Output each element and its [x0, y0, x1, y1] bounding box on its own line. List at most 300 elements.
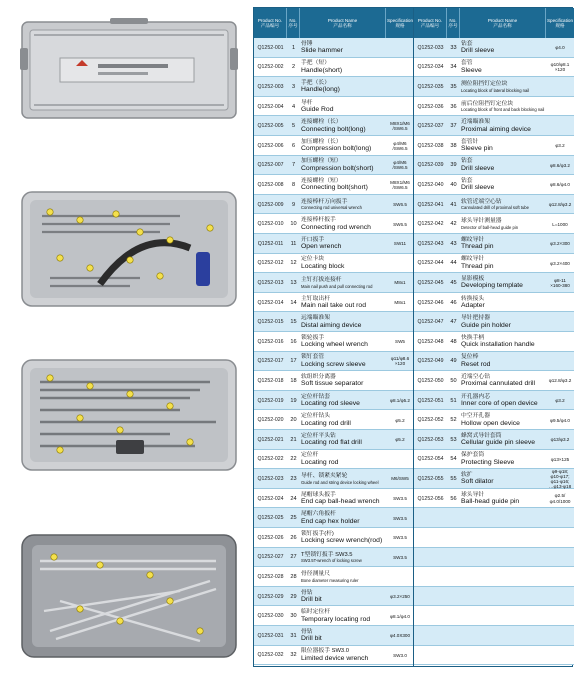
product-name: [461, 352, 547, 372]
product-name: [461, 273, 547, 293]
specification: φ3.2×300: [550, 241, 570, 247]
specification: [546, 312, 574, 332]
product-name-cn: 限位器扳手 SW3.0: [301, 648, 349, 655]
table-row: [254, 626, 414, 646]
product-name-cn: 尾帽六角扳杆: [301, 511, 336, 518]
header-specification: Specification 规格: [546, 17, 574, 28]
product-name: [301, 391, 387, 411]
product-name: [301, 646, 387, 666]
product-name-en: Ball-head guide pin: [461, 498, 520, 506]
specification: SW3.5: [393, 515, 407, 521]
product-name: [301, 548, 387, 568]
product-name: [301, 626, 387, 646]
product-name-cn: 钻套: [461, 40, 473, 47]
product-name-cn: 加压螺栓（短）: [301, 158, 342, 165]
product-name: [301, 469, 387, 489]
product-name-cn: 尾帽球头扳手: [301, 491, 336, 498]
product-name: [301, 489, 387, 509]
item-number: 33: [450, 44, 457, 51]
product-name-en: Locking screw wrench(rod): [301, 537, 383, 545]
item-number: 18: [290, 377, 297, 384]
table-row: [254, 234, 414, 254]
product-name-en: Proximal aiming device: [461, 125, 531, 133]
specification: [386, 371, 414, 391]
case-lid-photo: [20, 18, 238, 122]
product-name: [301, 156, 387, 176]
specification: SW3.5: [393, 554, 407, 560]
product-name: [461, 254, 547, 274]
table-row: [254, 77, 414, 97]
product-name-cn: 螺纹导针: [461, 256, 485, 263]
product-name-cn: 加压螺栓（长）: [301, 138, 342, 145]
product-name: [301, 58, 387, 78]
product-name: [301, 97, 387, 117]
product-name: [461, 58, 547, 78]
table-row: [414, 528, 574, 548]
product-code: Q1252-052: [417, 417, 444, 424]
product-code: Q1252-004: [257, 103, 284, 110]
product-name-en: Inner core of open device: [461, 400, 538, 408]
table-row: [254, 214, 414, 234]
product-name-en: Limited device wrench: [301, 654, 369, 662]
product-name-cn: 导杆、锁紧夹紧轮: [301, 473, 348, 480]
product-name-cn: 骨钻: [301, 589, 313, 596]
product-code: Q1252-006: [257, 142, 284, 149]
table-row: [254, 195, 414, 215]
table-row: [254, 254, 414, 274]
product-name-cn: 连接螺栓（短）: [301, 177, 342, 184]
specification: SW6.5: [393, 201, 407, 207]
table-row: [254, 528, 414, 548]
product-code: Q1252-017: [257, 358, 284, 365]
table-row: [414, 97, 574, 117]
specification: φ10/φ8.1 ×120: [550, 62, 570, 73]
product-code: Q1252-056: [417, 495, 444, 502]
item-number: 42: [450, 221, 457, 228]
item-number: 1: [291, 44, 296, 51]
table-row: [414, 606, 574, 626]
product-name: [301, 175, 387, 195]
item-number: 10: [290, 221, 297, 228]
table-row: [414, 352, 574, 372]
product-name-en: Reset rod: [461, 360, 491, 368]
product-name-en: Open wrench: [301, 243, 342, 251]
item-number: 43: [450, 240, 457, 247]
product-name-en: Drill bit: [301, 596, 322, 604]
product-code: Q1252-031: [257, 632, 284, 639]
product-name-en: Hollow open device: [461, 419, 520, 427]
product-name-cn: 导杆: [301, 99, 313, 106]
table-row: [414, 508, 574, 528]
product-name-cn: 定位杆平头钻: [301, 432, 336, 439]
product-name-cn: 保护套筒: [461, 452, 485, 459]
product-name-en: Quick installation handle: [461, 341, 535, 349]
item-number: 47: [450, 319, 457, 326]
product-name-cn: 锁钉扳手(杆): [301, 530, 334, 537]
table-row: [254, 469, 414, 489]
table-row: [254, 352, 414, 372]
table-row: [414, 234, 574, 254]
product-name-en: Cannulated drill of proximal soft tube: [461, 205, 529, 211]
product-name-en: Locating rod flat drill: [301, 439, 362, 447]
product-name-cn: 骨钻: [301, 628, 313, 635]
product-code: Q1252-055: [417, 475, 444, 482]
product-name-cn: 连接棒杆扳手: [301, 217, 336, 224]
product-name: [461, 195, 547, 215]
product-code: Q1252-035: [417, 83, 444, 90]
product-code: Q1252-029: [257, 593, 284, 600]
product-name-cn: 临时定位杆: [301, 609, 330, 616]
product-code: Q1252-042: [417, 221, 444, 228]
item-number: 50: [450, 377, 457, 384]
product-name-en: Developing template: [461, 282, 523, 290]
specification: [386, 38, 414, 58]
product-name-cn: 复位棒: [461, 354, 479, 361]
header-no: No. 序号: [287, 8, 300, 38]
product-name-cn: 骨锤: [301, 40, 313, 47]
item-number: 8: [291, 181, 296, 188]
product-name-en: End cap hex holder: [301, 517, 360, 525]
table-row: [254, 116, 414, 136]
product-name-cn: 连接螺栓（长）: [301, 119, 342, 126]
product-name-cn: 锁钉套管: [301, 354, 325, 361]
product-name-en: Connecting rod wrench: [301, 223, 371, 231]
product-name-en: Temporary locating rod: [301, 615, 371, 623]
specification: M8x1: [394, 280, 406, 286]
specification: L=1000: [552, 221, 568, 227]
specification: [546, 116, 574, 136]
product-name: [301, 371, 387, 391]
item-number: 39: [450, 162, 457, 169]
tray-photo-lower: [20, 531, 238, 661]
product-name: [301, 312, 387, 332]
table-row: [414, 58, 574, 78]
product-name-cn: 锁轮扳手: [301, 334, 325, 341]
product-code: Q1252-039: [417, 162, 444, 169]
product-name: [461, 97, 547, 117]
specification: φ4/M6 /SW6.5: [392, 140, 408, 151]
item-number: 7: [291, 162, 296, 169]
instrument-photos: [6, 6, 251, 668]
specification: M8X1/M6 /SW6.5: [390, 179, 410, 190]
product-name: [301, 293, 387, 313]
item-number: 12: [290, 260, 297, 267]
product-code: Q1252-022: [257, 456, 284, 463]
item-number: 14: [290, 299, 297, 306]
product-name-cn: 前后位阻挡钉定位块: [461, 100, 514, 107]
product-name: [461, 371, 547, 391]
table-row: [414, 156, 574, 176]
product-name-en: Soft tissue separator: [301, 380, 364, 388]
specification: φ3.2×250: [390, 593, 410, 599]
product-code: Q1252-043: [417, 240, 444, 247]
item-number: 36: [450, 103, 457, 110]
product-code: Q1252-020: [257, 417, 284, 424]
product-name-cn: 开口扳手: [301, 236, 325, 243]
product-name: [461, 116, 547, 136]
product-name: [461, 469, 547, 489]
product-name: [461, 332, 547, 352]
product-name: [301, 136, 387, 156]
table-row: [414, 646, 574, 666]
item-number: 37: [450, 123, 457, 130]
specification: φ2.5/ φ4.0/1000: [549, 493, 571, 504]
header-product-name: Product Name 产品名称: [300, 8, 386, 38]
product-code: Q1252-033: [417, 44, 444, 51]
product-name: [461, 430, 547, 450]
product-code: Q1252-010: [257, 221, 284, 228]
product-code: Q1252-007: [257, 162, 284, 169]
specification: [386, 97, 414, 117]
item-number: 21: [290, 436, 297, 443]
specification: [546, 97, 574, 117]
specification: φ11/φ8.6 ×120: [390, 356, 410, 367]
table-row: [414, 116, 574, 136]
table-row: [414, 371, 574, 391]
product-name-cn: 蜂窝式导针套筒: [461, 432, 502, 439]
tray-photo-middle: [20, 356, 238, 474]
product-code: Q1252-040: [417, 181, 444, 188]
product-name-en: Drill sleeve: [461, 184, 495, 192]
product-code: Q1252-045: [417, 279, 444, 286]
item-number: 56: [450, 495, 457, 502]
product-code: Q1252-037: [417, 123, 444, 130]
item-number: 30: [290, 613, 297, 620]
table-row: [414, 312, 574, 332]
product-name-en: Main nail take out rod: [301, 302, 366, 310]
product-name-en: Soft dilator: [461, 478, 494, 486]
product-code: Q1252-049: [417, 358, 444, 365]
product-name-cn: 转换接头: [461, 295, 485, 302]
item-number: 25: [290, 515, 297, 522]
specification: [546, 332, 574, 352]
product-name: [461, 410, 547, 430]
product-name-en: Locating block of lateral blocking nail: [461, 87, 530, 93]
product-name-en: Thread pin: [461, 243, 494, 251]
tray-photo-upper: [20, 188, 238, 310]
table-row: [414, 136, 574, 156]
product-name-en: Locating rod sleeve: [301, 400, 360, 408]
product-name: [301, 116, 387, 136]
table-row: [254, 391, 414, 411]
item-number: 3: [291, 83, 296, 90]
product-code: Q1252-011: [257, 240, 284, 247]
product-code: Q1252-051: [417, 397, 444, 404]
product-name-en: Adapter: [461, 302, 485, 310]
product-code: Q1252-021: [257, 436, 284, 443]
product-name-cn: 软管近端空心钻: [461, 198, 502, 205]
table-row: [414, 38, 574, 58]
table-row: [254, 58, 414, 78]
header-product-name: Product Name 产品名称: [460, 8, 546, 38]
specification: M6/SW5: [391, 476, 409, 482]
product-name-cn: 导针把持器: [461, 315, 490, 322]
table-row: [254, 606, 414, 626]
product-name-en: Compression bolt(short): [301, 164, 374, 172]
specification: φ12.8/φ3.2: [548, 201, 572, 207]
table-row: [414, 587, 574, 607]
item-number: 40: [450, 181, 457, 188]
table-row: [414, 77, 574, 97]
product-name: [461, 214, 547, 234]
item-number: 6: [291, 142, 296, 149]
product-name-cn: 中空开孔器: [461, 413, 490, 420]
specification: SW3.5: [393, 495, 407, 501]
table-row: [414, 489, 574, 509]
item-number: 31: [290, 632, 297, 639]
specification: φ3.2: [555, 397, 565, 403]
table-row: [414, 450, 574, 470]
product-name-cn: 钻套: [461, 158, 473, 165]
product-name-en: Distal aiming device: [301, 321, 362, 329]
specification: φ8.6/φ3.2: [549, 162, 570, 168]
product-name-en: Locating block: [301, 262, 345, 270]
table-row: [254, 273, 414, 293]
item-number: 34: [450, 64, 457, 71]
product-name: [461, 38, 547, 58]
item-number: 15: [290, 319, 297, 326]
item-number: 48: [450, 338, 457, 345]
item-number: 41: [450, 201, 457, 208]
table-row: [254, 371, 414, 391]
product-code: Q1252-016: [257, 338, 284, 345]
product-name-en: Guide rod and string device locking wheel: [301, 479, 379, 485]
specification: SW11: [393, 241, 407, 247]
item-number: 53: [450, 436, 457, 443]
item-number: 45: [450, 279, 457, 286]
product-code: Q1252-041: [417, 201, 444, 208]
table-column-left: [254, 8, 414, 666]
product-name: [461, 489, 547, 509]
product-name-cn: 主钉取出杆: [301, 295, 330, 302]
item-number: 23: [290, 475, 297, 482]
item-number: 13: [290, 279, 297, 286]
item-number: 46: [450, 299, 457, 306]
item-number: 49: [450, 358, 457, 365]
specification: φ3.2: [555, 143, 565, 149]
product-code: Q1252-053: [417, 436, 444, 443]
table-row: [254, 430, 414, 450]
product-code: Q1252-054: [417, 456, 444, 463]
table-row: [414, 626, 574, 646]
product-name-cn: 球头导针: [461, 491, 485, 498]
product-name: [461, 136, 547, 156]
product-name-en: Main nail push and pull connecting rod: [301, 283, 373, 289]
table-column-right: [413, 8, 574, 666]
header-specification: Specification 规格: [386, 17, 414, 28]
product-name-cn: 显影模板: [461, 275, 485, 282]
product-code: Q1252-032: [257, 652, 284, 659]
product-name: [301, 567, 387, 587]
specification: φ4/M6 /SW6.5: [392, 160, 408, 171]
table-row: [414, 332, 574, 352]
item-number: 11: [290, 240, 297, 247]
product-name-en: Drill sleeve: [461, 164, 495, 172]
specification: [546, 77, 574, 97]
product-name-cn: 定位杆钻头: [301, 413, 330, 420]
item-number: 16: [290, 338, 297, 345]
product-code: Q1252-034: [417, 64, 444, 71]
table-row: [254, 332, 414, 352]
item-number: 28: [290, 573, 297, 580]
item-number: 20: [290, 417, 297, 424]
product-name-en: Locating rod drill: [301, 419, 351, 427]
item-number: 44: [450, 260, 457, 267]
product-name: [461, 293, 547, 313]
product-code: Q1252-025: [257, 515, 284, 522]
product-name-en: Guide Rod: [301, 106, 334, 114]
specification: φ9-φ18; φ10-φ17; φ11-φ16; …φ13-φ18: [548, 469, 572, 489]
product-name-cn: T型锁钉扳手 SW3.5: [301, 551, 353, 558]
table-row: [414, 195, 574, 215]
specification: φ8.1/φ4.0: [389, 613, 410, 619]
table-row: [254, 450, 414, 470]
table-row: [414, 175, 574, 195]
specification: φ8.6/φ4.0: [549, 182, 570, 188]
product-code: Q1252-046: [417, 299, 444, 306]
product-name-cn: 远端瞄准架: [301, 315, 330, 322]
product-name: [461, 77, 547, 97]
specification: [386, 450, 414, 470]
product-name-en: Drill sleeve: [461, 47, 495, 55]
product-name-cn: 球头导针测量器: [461, 218, 502, 225]
product-name-en: Locking wheel wrench: [301, 341, 368, 349]
product-name-en: Locating block of front and back blocking nail: [461, 107, 545, 113]
product-name-cn: 钻套: [461, 177, 473, 184]
product-code: Q1252-036: [417, 103, 444, 110]
specification: M8X1/M6 /SW6.5: [390, 120, 410, 132]
product-name: [461, 391, 547, 411]
table-header: [414, 8, 574, 38]
specification: SW3.0: [393, 652, 407, 658]
item-number: 24: [290, 495, 297, 502]
product-name: [301, 332, 387, 352]
specification: φ4.0X300: [389, 633, 411, 639]
product-code: Q1252-005: [257, 123, 284, 130]
product-name: [301, 410, 387, 430]
product-code: Q1252-024: [257, 495, 284, 502]
table-row: [254, 156, 414, 176]
table-row: [254, 97, 414, 117]
product-name-cn: 测位阻挡钉定位块: [461, 81, 508, 88]
product-code: Q1252-019: [257, 397, 284, 404]
item-number: 54: [450, 456, 457, 463]
product-name-cn: 螺纹导针: [461, 236, 485, 243]
specification: [546, 352, 574, 372]
product-name-cn: 快换手柄: [461, 334, 485, 341]
product-name-en: Compression bolt(long): [301, 145, 372, 153]
product-name: [301, 508, 387, 528]
item-number: 38: [450, 142, 457, 149]
table-row: [254, 548, 414, 568]
product-name-cn: 软组织分离器: [301, 373, 336, 380]
product-name: [301, 528, 387, 548]
item-number: 51: [450, 397, 457, 404]
product-name-en: Cellular guide pin sleeve: [461, 439, 536, 447]
product-name-en: Proximal cannulated drill: [461, 380, 536, 388]
specification: [386, 58, 414, 78]
item-number: 19: [290, 397, 297, 404]
product-name-cn: 套管针: [461, 138, 479, 145]
table-row: [254, 410, 414, 430]
product-name: [301, 450, 387, 470]
specification: φ4.0: [555, 45, 565, 51]
product-name-en: Locking screw sleeve: [301, 360, 366, 368]
product-name-en: SW3.5T-wrench of locking screw: [301, 558, 362, 564]
table-row: [254, 293, 414, 313]
product-name-cn: 软扩: [461, 471, 473, 478]
product-name: [461, 156, 547, 176]
